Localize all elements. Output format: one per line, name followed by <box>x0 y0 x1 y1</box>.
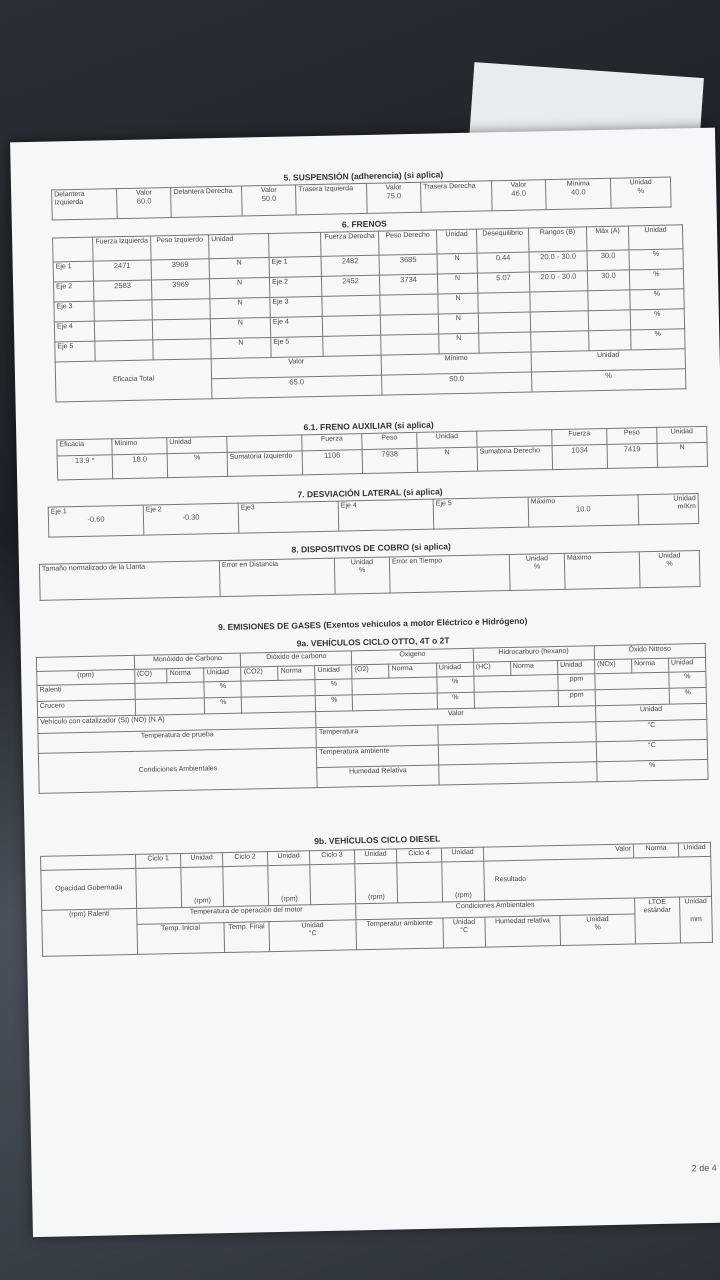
tras-izq-label: Trasera Izquierda <box>296 183 367 214</box>
diesel-title: 9b. VEHÍCULOS CICLO DIESEL <box>314 833 441 847</box>
fuerza-izq-header: Fuerza Izquierda <box>93 236 151 261</box>
unidad2-label: Unidad <box>525 555 549 563</box>
suspension-title: 5. SUSPENSIÓN (adherencia) (si aplica) <box>283 169 444 183</box>
unidad-label: Unidad <box>301 921 324 930</box>
norma-label: Norma <box>631 658 668 673</box>
rpm-label: (rpm) <box>442 861 485 902</box>
co2-abbr: (CO2) <box>241 666 278 681</box>
valor3-label: Valor <box>385 184 402 192</box>
desequilibrio: 0.44 <box>477 252 529 273</box>
unidad3-label: Unidad <box>658 552 681 560</box>
unit: N <box>209 257 269 278</box>
unit: % <box>315 679 352 696</box>
unit: N <box>437 273 477 294</box>
unidad-label: Unidad <box>678 842 710 857</box>
unit: % <box>437 676 474 693</box>
page-number: 2 de 4 <box>691 1162 717 1174</box>
eje-label: Eje 3 <box>270 296 322 317</box>
unidad-label: Unidad <box>204 667 241 682</box>
o2-header: Oxigeno <box>352 648 474 665</box>
sumatoria-izq-label: Sumatoria Izquierdo <box>227 451 302 477</box>
eje1-value: -0.60 <box>87 514 105 524</box>
peso-der-value: 7419 <box>607 443 657 468</box>
norma-label: Norma <box>278 666 315 681</box>
unidad-label: Unidad <box>167 436 227 453</box>
eje-label: Eje 4 <box>54 321 94 342</box>
temp-motor-label: Temperatura de operación del motor <box>137 904 356 925</box>
eje4-label: Eje 4 <box>338 499 434 531</box>
error-tiempo-label: Error en Tiempo <box>389 555 510 594</box>
rpm-label: (rpm) <box>37 669 135 685</box>
resultado-label: Resultado <box>484 856 712 901</box>
cond-amb-label: Condiciones Ambientales <box>356 898 635 920</box>
unidad1-value: % <box>358 567 366 575</box>
unit: N <box>439 333 479 354</box>
fuerza-izq: 2583 <box>94 280 152 301</box>
unidad-label: Unidad <box>586 916 609 924</box>
eje2-label: Eje 2 <box>145 506 162 514</box>
unit: N <box>438 293 478 314</box>
o2-abbr: (O2) <box>352 664 389 679</box>
peso-izq-value: 7938 <box>362 448 417 473</box>
fuerza-izq-value: 1106 <box>302 450 362 475</box>
fuerza-izq: 2471 <box>93 260 151 281</box>
unit: ppm <box>558 690 595 707</box>
ciclo2-label: Ciclo 2 <box>222 852 267 867</box>
temp-amb-label: Temperatura ambiente <box>317 745 439 768</box>
unidad-der-value: N <box>657 442 707 467</box>
emisiones-title: 9. EMISIONES DE GASES (Exentos vehiculos a motor Eléctrico e Hidrógeno) <box>217 615 528 633</box>
eje-label: Eje 2 <box>269 276 321 297</box>
fuerza-der-header: Fuerza Derecha <box>321 231 379 256</box>
hc-abbr: (HC) <box>473 662 510 677</box>
unidad-label: Unidad <box>684 897 707 906</box>
unit: % <box>630 309 684 330</box>
deseq-header: Desequilibrio <box>476 228 528 253</box>
otto-title: 9a. VEHÍCULOS CICLO OTTO, 4T o 2T <box>296 635 450 649</box>
unit: % <box>669 687 706 704</box>
valor3: 75.0 <box>386 191 402 201</box>
frenos-title: 6. FRENOS <box>341 218 387 230</box>
minimo-label: Mínimo <box>381 352 531 375</box>
fuerza2-label: Fuerza <box>552 428 607 445</box>
norma-label: Norma <box>167 668 204 683</box>
unit: % <box>630 289 684 310</box>
eje-label: Eje 1 <box>269 256 321 277</box>
cobro-title: 8. DISPOSITIVOS DE COBRO (si aplica) <box>291 541 451 555</box>
ciclo3-label: Ciclo 3 <box>309 850 354 865</box>
peso-izq: 3969 <box>151 279 209 300</box>
peso-izq: 3969 <box>151 259 209 280</box>
maximo-label: Máximo <box>564 552 640 590</box>
temp-inicial-label: Temp. Inicial <box>137 923 225 955</box>
unidad2-label: Unidad <box>417 431 477 448</box>
unidad-label: Unidad <box>267 851 309 866</box>
unidad-label: Unidad <box>673 495 696 503</box>
unit: % <box>669 671 706 688</box>
unidad3-label: Unidad <box>657 426 707 443</box>
cond-amb-label: Condiciones Ambientales <box>38 748 317 794</box>
unit: % <box>437 692 474 709</box>
valor4-label: Valor <box>510 181 527 189</box>
unidad-b-label: Unidad <box>595 703 706 721</box>
eficacia-unidad: % <box>532 369 686 392</box>
ralenti-label: Ralenti <box>37 683 135 701</box>
max-header: Máx (A) <box>586 226 628 251</box>
eje-label: Eje 4 <box>270 316 322 337</box>
sumatoria-der-label: Sumatoria Derecho <box>477 446 552 472</box>
peso-label: Peso <box>362 432 417 449</box>
unidad-label: Unidad <box>557 660 594 675</box>
fuerza-label: Fuerza <box>302 434 362 451</box>
unit: N <box>437 253 477 274</box>
eficacia-value: 13.9 * <box>57 455 112 480</box>
crucero-label: Crucero <box>37 699 135 717</box>
co-header: Monóxido de Carbono <box>134 653 241 669</box>
unidad-label: Unidad <box>452 918 476 927</box>
eje-label: Eje 2 <box>54 281 94 302</box>
unit: N <box>209 277 269 298</box>
unidad-label: Unidad <box>315 665 352 680</box>
ciclo4-label: Ciclo 4 <box>396 848 441 863</box>
eficacia-label: Eficacia <box>57 439 112 456</box>
unidad: % <box>637 186 645 196</box>
document-page <box>10 128 720 1238</box>
unidad3-value: % <box>666 560 673 568</box>
temperatura-label: Temperatura <box>316 725 438 748</box>
nox-header: Óxido Nitroso <box>594 643 705 659</box>
humedad-label: Humedad Relativa <box>317 765 439 788</box>
unit: N <box>438 313 478 334</box>
norma-label: Norma <box>389 663 437 678</box>
valor-label: Valor <box>483 844 633 861</box>
celsius-unit: °C <box>308 930 317 938</box>
norma-label: Norma <box>510 661 558 676</box>
mm-unit: mm <box>690 916 702 924</box>
minimo-value: 18.0 <box>112 454 167 479</box>
unidad-label: Unidad <box>436 662 473 677</box>
unidad2-value: % <box>533 563 541 571</box>
eje-label: Eje 5 <box>55 341 95 362</box>
peso-der-header: Peso Derecho <box>379 230 437 255</box>
unidad-label: Unidad <box>629 178 652 187</box>
unit: ppm <box>558 674 595 691</box>
valor1: 60.0 <box>136 196 152 206</box>
ltoe-label: LTOE estándar <box>635 897 681 944</box>
eje1-label: Eje 1 <box>50 508 67 516</box>
minima: 40.0 <box>570 187 586 197</box>
desviacion-title: 7. DESVIACIÓN LATERAL (si aplica) <box>297 486 443 500</box>
celsius-unit: °C <box>460 927 469 935</box>
max: 30.0 <box>587 250 629 271</box>
nox-abbr: (NOx) <box>594 659 631 674</box>
fuerza-der: 2452 <box>321 275 379 296</box>
unidad-value: m/Km <box>677 503 696 511</box>
rpm-ralenti-label: (rpm) Ralenti <box>42 908 138 956</box>
maximo-label: Máximo <box>530 498 556 506</box>
rpm-label: (rpm) <box>181 867 224 908</box>
unit: % <box>631 329 685 350</box>
pct-unit: % <box>594 924 601 932</box>
maximo-value: 10.0 <box>575 504 591 514</box>
peso-der: 3685 <box>379 254 437 275</box>
valor1-label: Valor <box>135 189 152 197</box>
unit: N <box>211 337 271 358</box>
catalizador-label: Vehículo con catalizador (SI) (NO) (N.A) <box>38 712 317 734</box>
rango: 20.0 - 30.0 <box>529 271 587 292</box>
temp-ambiente-label: Temperatur ambiente <box>356 918 444 950</box>
valor4: 46.0 <box>511 188 527 198</box>
otto-table <box>36 643 709 794</box>
opacidad-label: Opacidad Gobernada <box>41 868 137 910</box>
minima-label: Mínima <box>566 180 590 188</box>
eje-label: Eje 1 <box>53 261 93 282</box>
unidad1-label: Unidad <box>350 558 374 567</box>
unidad-value: % <box>167 452 227 477</box>
unit: % <box>316 695 353 712</box>
rpm-label: (rpm) <box>268 865 311 906</box>
celsius-unit: °C <box>596 739 707 761</box>
valor-label: Valor <box>211 355 381 379</box>
del-der-label: Delantera Derecha <box>171 186 242 217</box>
tras-der-label: Trasera Derecha <box>421 181 492 212</box>
rpm-label: (rpm) <box>355 863 398 904</box>
eficacia-total-label: Eficacia Total <box>55 359 212 402</box>
minimo-label: Mínimo <box>112 438 167 455</box>
eje-label: Eje 3 <box>54 301 94 322</box>
unidad-label: Unidad <box>668 657 705 672</box>
unit: % <box>204 681 241 698</box>
eficacia-valor: 65.0 <box>212 375 382 399</box>
eficacia-minimo: 50.0 <box>382 372 532 395</box>
unidad-izq-value: N <box>417 447 477 472</box>
peso-izq-header: Peso Izquierdo <box>151 235 209 260</box>
ciclo1-label: Ciclo 1 <box>136 853 181 868</box>
rangos-header: Rangos (B) <box>528 227 586 252</box>
hc-header: Hidrocarburo (hexano) <box>473 646 595 663</box>
eje3-label: Eje3 <box>238 501 339 533</box>
valor-label: Valor <box>316 706 596 728</box>
unidad-label: Unidad <box>441 847 483 862</box>
eje-label: Eje 5 <box>271 336 323 357</box>
humedad-relativa-label: Humedad relativa <box>485 916 561 948</box>
unit: N <box>210 297 270 318</box>
unidad2-header: Unidad <box>437 229 477 254</box>
peso-der: 3734 <box>379 274 437 295</box>
temp-final-label: Temp. Final <box>224 922 270 953</box>
pct-unit: % <box>597 759 708 781</box>
temp-prueba-label: Temperatura de prueba <box>38 728 317 754</box>
fuerza-der: 2482 <box>321 255 379 276</box>
unidad-header: Unidad <box>209 233 269 258</box>
unit: N <box>210 317 270 338</box>
unidad-label: Unidad <box>181 853 223 868</box>
co-abbr: (CO) <box>134 669 167 684</box>
unit: % <box>629 249 683 270</box>
del-izq-label: Delantera Izquierda <box>52 189 118 220</box>
unit: % <box>205 697 242 714</box>
freno-aux-title: 6.1. FRENO AUXILIAR (si aplica) <box>303 419 434 433</box>
unit: % <box>629 269 683 290</box>
celsius-unit: °C <box>596 719 707 741</box>
unidad-label: Unidad <box>354 849 396 864</box>
max: 30.0 <box>587 270 629 291</box>
valor2: 50.0 <box>261 193 277 204</box>
frenos-table <box>52 224 686 402</box>
rango: 20.0 - 30.0 <box>529 251 587 272</box>
peso2-label: Peso <box>607 427 657 444</box>
diesel-table <box>40 842 713 957</box>
eje2-value: -0.30 <box>182 512 200 522</box>
desequilibrio: 5.07 <box>477 272 529 293</box>
error-distancia-label: Error en Distancia <box>219 558 335 596</box>
norma-label: Norma <box>633 843 678 858</box>
tamano-label: Tamaño normalizado de la Llanta <box>39 561 220 601</box>
co2-header: Dióxido de carbono <box>241 651 352 667</box>
unidad-label: Unidad <box>531 349 685 372</box>
eje5-label: Eje 5 <box>433 497 529 529</box>
fuerza-der-value: 1034 <box>552 444 607 469</box>
valor2-label: Valor <box>260 186 277 195</box>
unidad3-header: Unidad <box>628 225 682 250</box>
